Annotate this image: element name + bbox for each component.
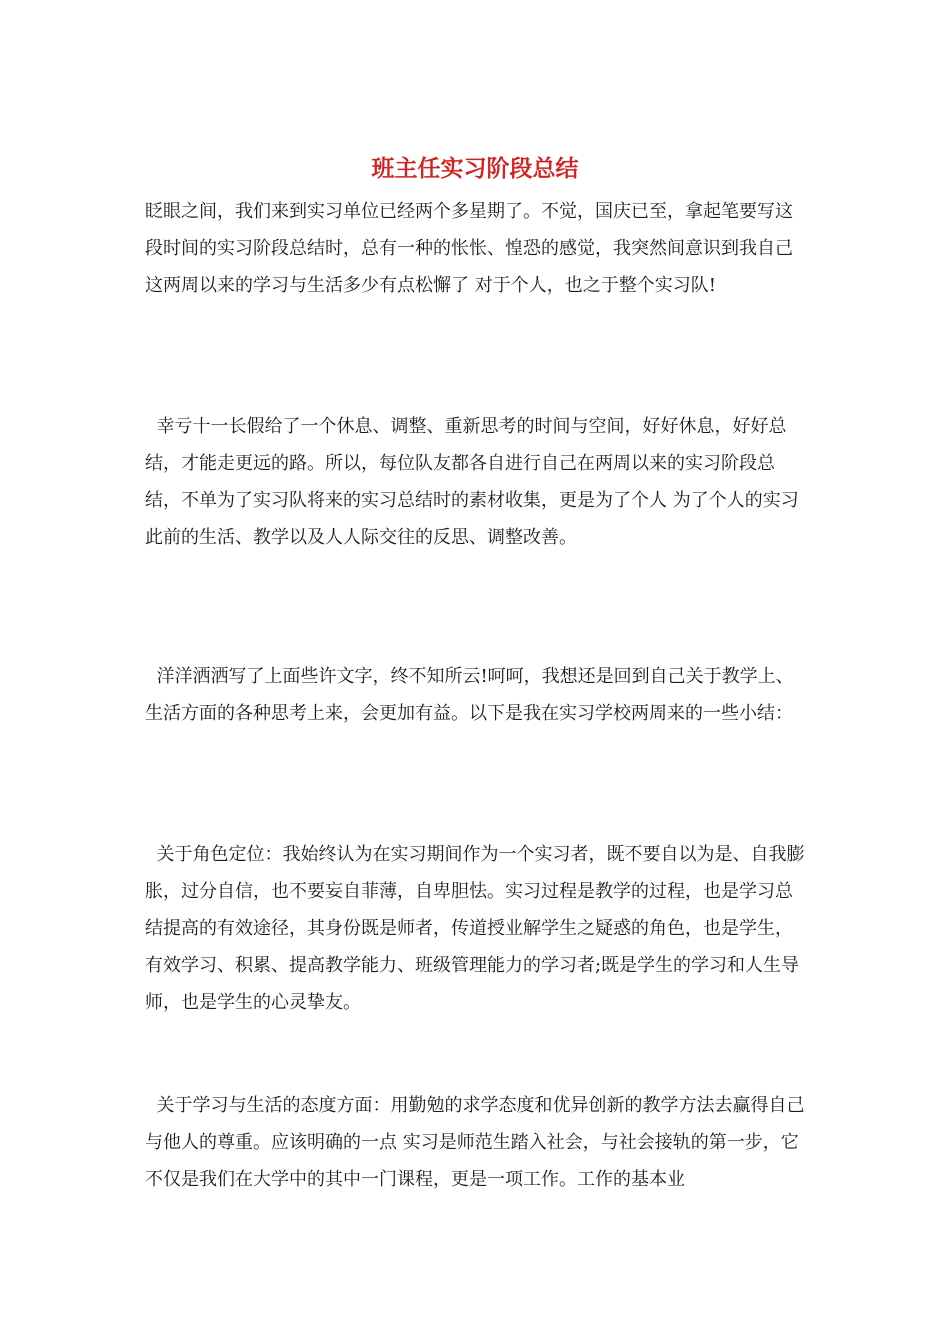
paragraph-intro: 眨眼之间，我们来到实习单位已经两个多星期了。不觉，国庆已至，拿起笔要写这段时间的实习阶段总结时，总有一种的怅怅、惶恐的感觉，我突然间意识到我自己这两周以来的学习与生活多少有点松懈了 对于个人，也之于整个实习队! [145,201,793,296]
paragraph-role-positioning: 关于角色定位：我始终认为在实习期间作为一个实习者，既不要自以为是、自我膨胀，过分自信，也不要妄自菲薄，自卑胆怯。实习过程是教学的过程，也是学习总结提高的有效途径，其身份既是师者，传道授业解学生之疑惑的角色，也是学生，有效学习、积累、提高教学能力、班级管理能力的学习者;既是学生的学习和人生导师，也是学生的心灵挚友。 [145,844,805,1013]
paragraph-study-life-attitude: 关于学习与生活的态度方面：用勤勉的求学态度和优异创新的教学方法去赢得自己与他人的尊重。应该明确的一点 实习是师范生踏入社会，与社会接轨的第一步，它不仅是我们在大学中的其中一门课程，更是一项工作。工作的基本业 [145,1095,805,1190]
paragraph-holiday-reflection: 幸亏十一长假给了一个休息、调整、重新思考的时间与空间，好好休息，好好总结，才能走更远的路。所以，每位队友都各自进行自己在两周以来的实习阶段总结，不单为了实习队将来的实习总结时的素材收集，更是为了个人 为了个人的实习此前的生活、教学以及人人际交往的反思、调整改善。 [145,416,799,548]
paragraph-summary-intro: 洋洋洒洒写了上面些许文字，终不知所云!呵呵，我想还是回到自己关于教学上、生活方面的各种思考上来，会更加有益。以下是我在实习学校两周来的一些小结： [145,666,794,724]
document-title: 班主任实习阶段总结 [371,155,579,182]
